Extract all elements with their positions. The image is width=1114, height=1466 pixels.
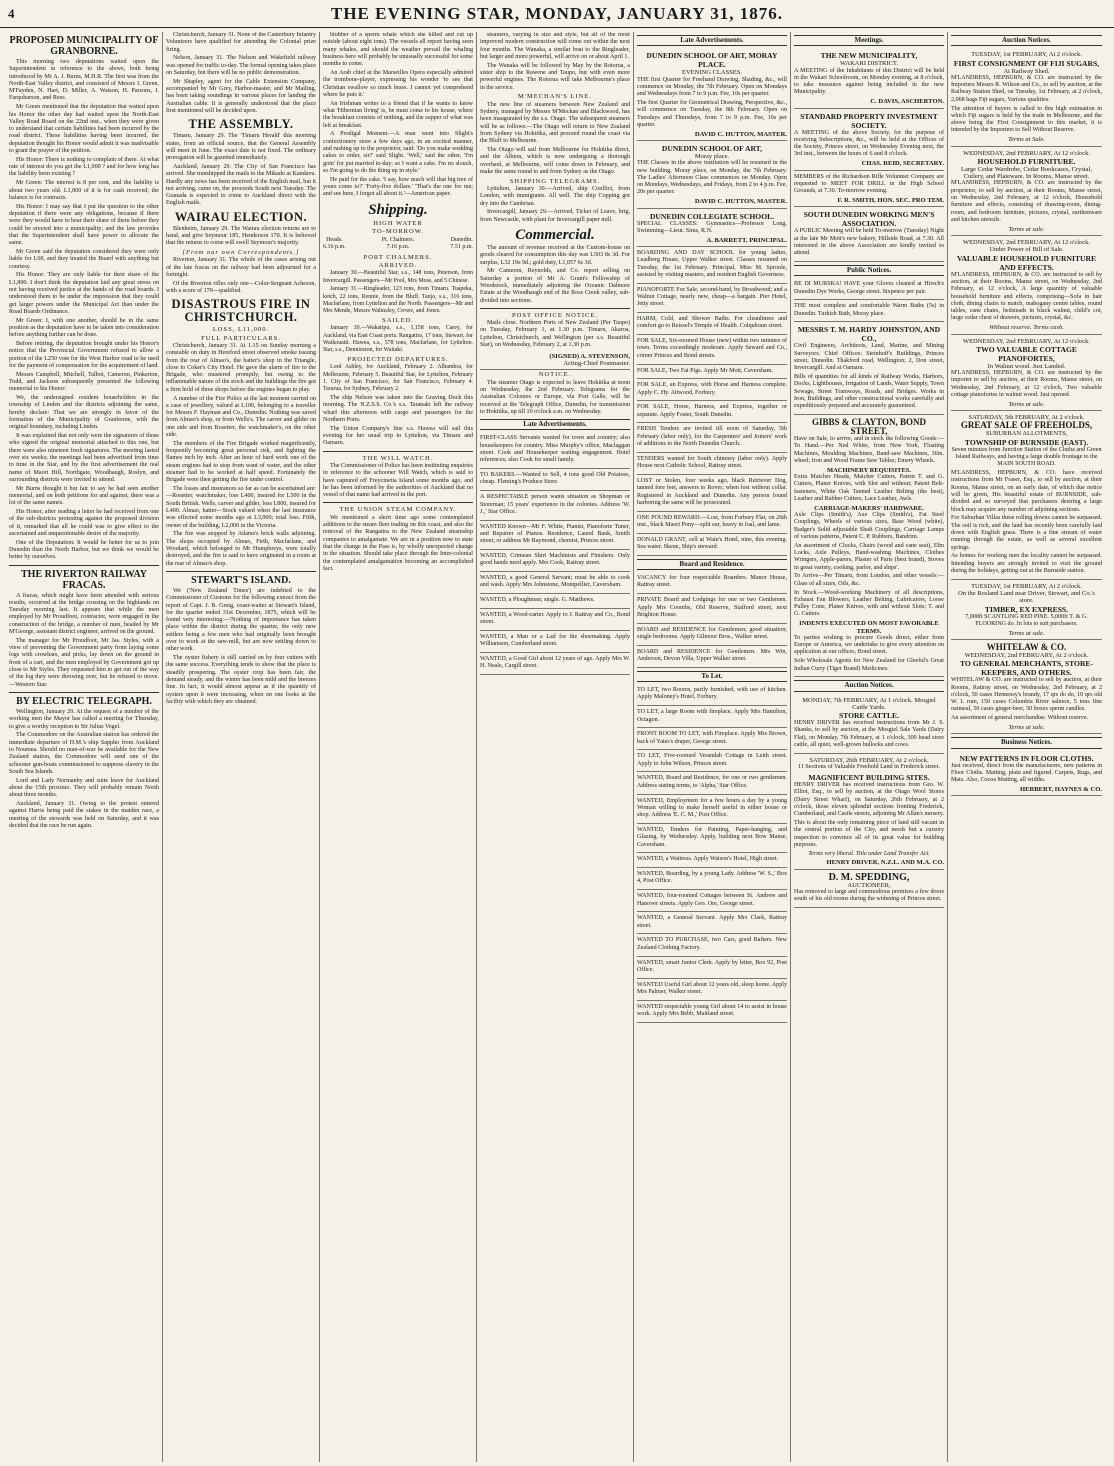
sailed-heading: SAILED. (382, 317, 414, 325)
classified-ad: BOARDING AND DAY SCHOOL for young ladies, Leadberg House, Upper Walker street. Classes resumed on Tuesday, the 1st February. Principal, Miss M. Sproule, assisted by visiting masters, and resident English Governess. (637, 248, 787, 284)
classified-ad: BE DI MURSKA! HAVE your Gloves cleaned at Hirsch's Dunedin Dye Works, George street. Sixpence per pair. (794, 279, 944, 300)
fire-particulars: FULL PARTICULARS. (201, 334, 281, 342)
section-shipping: Shipping. (368, 201, 428, 218)
paragraph: Mr Green: I, with one another, should be in the same position as the deputation have to be taken into consideration before anything further can be done. (9, 317, 159, 339)
divider (9, 692, 159, 693)
ad-household-furniture: WEDNESDAY, 2nd FEBRUARY, At 12 o'clock. HOUSEHOLD FURNITURE. Large Cedar Wardrobe, Cedar Bookcases, Crystal, Cutlery, and Plateware. In Rooms, Manse street. M'LANDRESS, HEPBURN, & CO. are instructed by the proprietor, to sell by auction, at their Rooms, Manse street, on Wednesday, 2nd February, at 12 o'clock, Household furniture and effects, consisting of drawing-room, dining-room, and bedroom furniture, pictures, crystal, earthenware and kitchen utensils. Terms at sale. (951, 148, 1102, 236)
paragraph: The manager for Mr Proudfoot, Mr Jas. Styles, with a view of preventing the Government party from laying some logs with crowbars, and picks, lay down on the ground in front of a cart, and the men employed by Government got up close to Mr Styles. They requested him to get out of the way of the log they were throwing over, but he refused to move.—Western Star. (9, 637, 159, 688)
headline-riverton: THE RIVERTON RAILWAY FRACAS. (21, 568, 147, 591)
signature-block: (SIGNED) A. STEVENSON, Acting-Chief Postmaster. (480, 351, 630, 371)
classified-ad: FIRST-CLASS Servants wanted for town and country; also housekeepers for country. Miss Murphy's office, Maclaggan street. Cook and Housekeeper waiting engagement. Hotel references; also Cook for small family. (480, 433, 630, 469)
paragraph: One of the Deputation: It would be better for us to join Dunedin than the North Harbor, but we think we would be better by ourselves. (9, 539, 159, 561)
paragraph: Mr Green mentioned that the deputation that waited upon his Honor the other day had waited upon the North-East Valley Road Board on the 22nd inst., when they were given to understand that certain liabilities had been incurred by the road district. These liabilities having been incurred, the deputation thought his Honor would admit it was inadvisable to grant the prayer of the petition. (9, 104, 159, 155)
headline-union-steam: THE UNION STEAM COMPANY. (339, 506, 457, 514)
divider (323, 502, 473, 503)
classified-ad: FOR SALE, Six-roomed House (new) within two minutes of town. Terms exceedingly moderate. Apply Seward and Co., corner Princes and Bond streets. (637, 336, 787, 364)
classified-ad: WANTED, Boarding, by a young Lady. Address 'W. S.,' Box 4, Post Office. (637, 869, 787, 890)
classified-ad: THE most complete and comfortable Warm Baths (5s) in Dunedin. Turkish Bath, Moray place. (794, 301, 944, 322)
classified-ad: BOARD and RESIDENCE for Gentlemen; good situation; single bedrooms. Apply Gilmour Bros., Walker street. (637, 625, 787, 646)
classified-ad: HARM, Cold, and Shower Baths. For cleanliness and comfort go to Reissel's Temple of Health. Colquhoun street. (637, 314, 787, 335)
headline-will-watch: THE WILL WATCH. (362, 454, 434, 462)
classified-ad: FRONT ROOM TO LET, with Fireplace. Apply Mrs Brown, back of Yates's draper, George street. (637, 729, 787, 750)
paragraph: Auckland, January 31. Owing to the protest entered against Harris being paid the stakes in the maiden race, a meeting of the stewards was held on Saturday, and it was decided that the race be run again. (9, 801, 159, 829)
classified-ad: WANTED Known—Mr F. White, Pianist, Pianoforte Tuner, and Repairer of Pianos. Residence, Laurel Bank, Smith street; or address Mr Raymond, chemist, Princes street. (480, 522, 630, 550)
paragraph: Auckland, January 29. The City of San Francisco has arrived. She transhipped the mails to the Mikado at Kandavu. Hardly any news has been received of the English mail, but it not arriving, came on, the proceeds South next Tuesday. The Granada is expected to come to Auckland direct with the English mails. (166, 163, 316, 207)
paragraph: The new line of steamers between New Zealand and Sydney, managed by Messrs M'Meckan and Blackwood, has been inaugurated by the s.s. Otago. The subsequent steamers will be as follows:—The Otago will return to New Zealand from Sydney via Hokitika, and proceed round the coast via the Bluff to Melbourne. (480, 101, 630, 145)
section-auction-notices: Auction Notices. (794, 680, 944, 691)
classified-ad: WANTED, Board and Residence, for one or two gentlemen. Address stating terms, to 'Alpha,' Star Office. (637, 773, 787, 794)
divider (166, 571, 316, 572)
headline-mmeckan: M'MECHAN'S LINE. (518, 93, 592, 101)
classified-ad: TO BAKERS.—Wanted to Sell, 4 tons good Old Potatoes, cheap. Fleming's Produce Store. (480, 470, 630, 491)
classified-ad: WANTED, a good General Servant; must be able to cook and wash. Apply Mrs Johnstone, Montpellier, Caversham. (480, 573, 630, 594)
paragraph: Timaru, January 29. The 'Timaru Herald' this morning states, from an official source, that the General Assembly will meet in June. The exact date is not fixed. The ordinary prorogation will be gazetted immediately. (166, 133, 316, 162)
page-columns (6, 32, 1108, 1462)
correspondent-note: [From our own Correspondents.] (182, 249, 300, 257)
paragraph: Riverton, January 31. The whole of the cases arising out of the late fracas on the railway had been adjourned for a fortnight. (166, 257, 316, 279)
shipping-entry: Lord Ashley, for Auckland, February 2. Alhambra, for Melbourne, February 5. Beautiful Star, for Lyttelton, February 1. City of San Francisco, for San Francisco, February 4. Tararua, for Sydney, February 2. (323, 364, 473, 393)
ad-wakari-meeting: THE NEW MUNICIPALITY, WAKARI DISTRICT. A MEETING of the Inhabitants of this District will be held in the Wakari Schoolroom, on Monday evening, at 8 o'clock, to take measures against being included in the new Municipality. C. DAVIS, ASCHERTON. (794, 49, 944, 108)
paragraph: Mr Green said the deputation considered they were only liable for L60, and they treated the Board with anything but courtesy. (9, 248, 159, 270)
section-late-ads: Late Advertisements. (637, 35, 787, 46)
section-auction-notices: Auction Notices. (951, 35, 1102, 46)
paragraph: A fracas, which might have been attended with serious results, occurred at the bridge crossing on the highlands on Tuesday morning last. It appears that while the men employed by Mr Proudfoot, contractor, were engaged in the construction of the bridge, a number of men, headed by Mr M'George, assistant district engineer, arrived on the ground. (9, 592, 159, 636)
section-to-let: To Let. (637, 671, 787, 682)
classified-ad: WANTED respectable young Girl about 14 to assist in house work. Apply Mrs Bebb, Maitland street. (637, 1002, 787, 1023)
paragraph: Of the Riverton rifles only one—Color-Sergeant Acheson, with a score of 170—qualified. (166, 280, 316, 295)
column-5 (634, 32, 791, 1462)
ad-store-cattle: MONDAY, 7th FEBRUARY, At 1 o'clock. Mosgiel Cattle Yards. STORE CATTLE. HENRY DRIVER has received instructions from Mr J. S. Shanks, to sell by auction, at the Mosgiel Sale Yards (Dairy Flat), on Monday, 7th February, at 1 o'clock, 300 head store cattle, all quiet, well-grown bullocks and cows. (794, 695, 944, 754)
ad-gibbs-clayton: GIBBS & CLAYTON, BOND STREET, Have on Sale, to arrive, and in stock the following Goods:— To Hand.—Per Ned White, from New York, Floating Machines, Moulding Machines, Band-saw Machines, 36in. wheel; Iron and Wood Frame Saw Tables; Emery Wheels. MACHINERY REQUISITES. Extra Matcher Heads, Matcher Cutters, Patent T. and G. Cutters, Planer Knives, with Slot and without; Patent Belt-fasteners, White Oak Tanned Leather Belting (the best), Leather and Rubber Cutters, Lace Leather, Awls. CARRIAGE-MAKERS' HARDWARE. Axle Clips (Smith's), Axe Clips (Smith's), Fat Steel Couplings, Wheels of various sizes, Base Wood (white), Badger's Solid adjustable Shaft Couplings, Carriage Lamps of various patterns, Patent C. P. Rubbers, Bandrim. An assortment of Clocks, Chairs (wood and cane seat), Elm Locks, Axle Pulleys, Hand-washing Machines, Clothes Wringers, Apple-parers, Plaster of Paris (best brand), Stoves in great variety, cooking, parlor, and ships'. To Arrive—Per Timaru, from London, and other vessels:— Glass of all sizes, Oils, &c. In Stock.—Wood-working Machinery of all descriptions, Exhaust Fan Blowers, Leather Belting, Lubricators, Loose Pulley Cone, Planer Knives, with and without Slots; T. and G. Cutters. INDENTS EXECUTED ON MOST FAVORABLE TERMS. To parties wishing to procure Goods direct, either from Europe or America, we undertake to give every attention on application at our offices, Bond street. Sole Wholesale Agents for New Zealand for Gleeful's Great Indian Curry (Tiger Brand) Medicines. (794, 416, 944, 677)
paragraph: Blenheim, January 29. The Wairau election returns are to hand, and give Seymour 185, Henderson 170. It is believed that the returns to come will swell Seymour's majority. (166, 225, 316, 247)
shipping-entry: January 30.—Beautiful Star, s.s., 148 tons, Peterson, from Invercargill. Passengers—Mr Pool, Mrs Moss, and 5 Chinese. (323, 270, 473, 284)
classified-ad: FOR SALE, Horse, Harness, and Express, together or separate. Apply Foster, South Dunedin. (637, 402, 787, 423)
ad-timber: TUESDAY, 1st FEBRUARY, At 2 o'clock. On the Rosland Land near Driver, Stewart, and Co.'s store. TIMBER, EX EXPRESS. 7,000ft SCANTLING RED PINE. 5,000ft T. & G. FLOORING do. In lots to suit purchasers. Terms at sale. (951, 581, 1102, 640)
headline-fire: DISASTROUS FIRE IN CHRISTCHURCH. (171, 297, 311, 325)
section-business-notices: Business Notices. (951, 737, 1102, 748)
classified-ad: VACANCY for four respectable Boarders. Manor House, Rattray street. (637, 573, 787, 594)
ad-valuable-furniture: WEDNESDAY, 2nd FEBRUARY, At 12 o'clock. Under Power of Bill of Sale. VALUABLE HOUSEHOLD FURNITURE AND EFFECTS. M'LANDRESS, HEPBURN, & CO. are instructed to sell by auction, at their Rooms, Manse street, on Wednesday, 2nd February, at 12 o'clock, A large quantity of valuable household furniture and effects, comprising—Sofa in hair cloth, dining chairs to match, mahogany centre tables, round tables, cane chairs, bedsteads in black walnut, child's cot, large cedar chest of drawers, pictures, crystal, &c. Without reserve. Terms cash. (951, 237, 1102, 334)
paragraph: Christchurch, January 31. None of the Canterbury Infantry Volunteers have qualified for attending the Colonial prize firing. (166, 32, 316, 53)
paragraph: Before retiring, the deputation brought under his Honor's notice that the Provincial Government refused to allow a portion of the L250 vote for the West Harbor road to be used for the payment of compensation for the acquirement of land. (9, 340, 159, 369)
classified-ad: WANTED, Tenders for Painting, Paper-hanging, and Glazing, by Wednesday. Apply, building next Bow Manse, Caversham. (637, 825, 787, 853)
paragraph: A Prodigal Moment.—A man went into Slight's confectionery store a few days ago, in an excited manner, and rushing up to the proprietor, said: 'Do you make wedding cakes to order, sir?' said Slight. 'Well,' said the other, 'I'm goin' for put married to-day; so I want a cake. I'm no slouch, so I'm going to do the thing up in style.' (323, 131, 473, 174)
divider (480, 308, 630, 309)
column-3 (320, 32, 477, 1462)
section-late-ads: Late Advertisements. (480, 419, 630, 430)
paragraph: We ('New Zealand Times') are indebted to the Commissioner of Customs for the following extract from the report of Capt. J. B. Greig, coast-waiter at Stewart's Island, for the quarter ended 31st December, 1875, which will be found very interesting:—'Nothing of importance has taken place within the district during the quarter, the only new settlers being a few men who had originally been brought over to work at the saw-mill, but are now settling down to other work. (166, 587, 316, 653)
section-board-residence: Board and Residence. (637, 559, 787, 570)
paragraph: Messrs Campbell, Mitchell, Talbot, Cameron, Pinkerton, Todd, and Jackson subsequently presented the following memorial to his Honor: (9, 371, 159, 393)
paragraph: We, the undersigned resident householders in the township of Linden and the districts adjoining the same, hereby declare: That we are strongly in favor of the formation of the Municipality of Granborne, with the original boundary, including Linden. (9, 395, 159, 431)
paragraph: An Irishman writes to a friend that if he wants to know what 'Hibernian living' is, he must come to his house, where the breakfast consists of nothing, and the supper of what was left at breakfast. (323, 100, 473, 129)
paragraph: The Wanaka will be followed by May by the Rotorua, a sister ship to the Rawene and Taupo, but with even more powerful engines. The Rotorua will take Melbourne's place in the service. (480, 62, 630, 91)
paragraph: Nelson, January 31. The Nelson and Wakefield railway was opened for traffic to-day. The formal opening takes place on Saturday, but there will be no public demonstration. (166, 55, 316, 76)
column-6 (791, 32, 948, 1462)
classified-ad: WANTED TO PURCHASE, two Cars, good Rafters. New Zealand Clothing Factory. (637, 935, 787, 956)
headline-assembly: THE ASSEMBLY. (188, 117, 294, 132)
paragraph: The losses and insurances so far as can be ascertained are:—Rosetter, watchmaker, loss L400, insured for L500 in the South British. Wells, carver and gilder, loss L800, insured for L400. Almao, hatter—Stock valued when the last insurance was effected some months ago at L3,000; total loss. Fifth, owner of the building, L2,000 in the Victoria. (166, 486, 316, 529)
classified-ad: WANTED Useful Girl about 12 years old, sleep home. Apply Mrs Palmer, Walker street. (637, 980, 787, 1001)
classified-ad: FOR SALE, an Express, with Horse and Harness complete. Apply C. Hy. Attwood, Forbury. (637, 380, 787, 401)
headline-post-office: POST OFFICE NOTICE. (512, 311, 598, 319)
classified-ad: TO LET, Five-roomed Verandah Cottage in Leith street. Apply to John Wilson, Princes street. (637, 751, 787, 772)
newspaper-title: THE EVENING STAR, MONDAY, JANUARY 31, 1876. (330, 4, 784, 23)
column-2 (163, 32, 320, 1462)
paragraph: We mentioned a short time ago some contemplated additions to the steam fleet trading on this coast, and also the removal of the Rangatira to the New Zealand steamship companies to amalgamate. We are in a position now to state that the change in the Pass is, by wholly unexpected change in the situation. Should take place through the Inter-colonial the contemplated amalgamation becoming an accomplished fact. (323, 514, 473, 572)
paragraph: The Otago will sail from Melbourne for Hokitika direct, and the Albion, which is now undergoing a thorough overhaul, at Melbourne, will come down in February, and make the same round to and from Sydney as the Otago. (480, 146, 630, 175)
paragraph: An Arab chief at the Marseilles Opera especially admired the trombone-player, expressing his wonder 'to see that Christian swallow so much brass. I cannot yet comprehend where he puts it.' (323, 69, 473, 98)
paragraph: steamers, varying in size and style, but all of the most improved modern construction will come out within the next four months. The Wanaka, a similar boat to the Ringleader, but larger and more powerful, will arrive on or about April 1. (480, 32, 630, 60)
paragraph: The Union Company's fine s.s. Hawea will sail this evening for her usual trip to Lyttelton, via Timaru and Oamaru. (323, 425, 473, 447)
paragraph: His Honor, after reading a letter he had received from one of the sub-districts protesting against the proposed division of it, remarked that all he could was to give effect to the ascertained and unquestionable desire of the majority. (9, 509, 159, 537)
paragraph: Wellington, January 29. At the request of a number of the working men the Mayor has called a meeting for Thursday, to give a worthy reception to Sir Julius Vogel. (9, 708, 159, 730)
high-water-heading: HIGH WATER (373, 219, 423, 227)
ad-floor-cloths: NEW PATTERNS IN FLOOR CLOTHS. Just received, direct from the manufacturers, new patterns in Floor Cloths. Matting, plain and figured. Carpets, Rugs, and Mats. Also, Cocoa Matting, all widths. HERBERT, HAYNES & CO. (951, 752, 1102, 797)
paragraph: Mr Green: The interest is 8 per cent, and the liability is about two years old. L1,800 of it is for cash received; the balance is for contracts. (9, 180, 159, 201)
paragraph: His Honor: There is nothing to complain of there. At what rate of interest do you get the L1,000 ? and for how long has the liability been existing ? (9, 156, 159, 178)
ad-hardy-johnston: MESSRS T. M. HARDY JOHNSTON, AND CO., Civil Engineers, Architects, Land, Marine, and Mining Surveyors. Chief Offices: Steinhoff's Buildings, Princes street, Dunedin. Thakford road, Wellington; 2, Don street, Invercargill. And at Oamaru. Bills of quantities for all kinds of Railway Works, Harbors, Docks, Lighthouses, Irrigation of Lands, Water Supply, Town Sewage, Street Tramways, Roads, and Bridges. Works in Iron, Buildings, and other constructional works carefully and expeditiously prepared and accurately guaranteed. (794, 323, 944, 415)
tide-cell: Heads. 6.16 p.m. (323, 237, 346, 251)
shipping-entry: January 31.—Ringleader, 123 tons, from Timaru. Tuapeka, ketch, 22 tons, Rennie, from the Bluff. Tanjo, s.s., 316 tons, Macfarlane, from Lyttelton and the North. Passengers—Mr and Mrs Mende, Messrs Walmsley, Crowe, and Jones. (323, 286, 473, 315)
paragraph: The oyster fishery is still carried on by four cutters with the same success. Everything tends to show that the place is steadily prospering. The oyster crop has been fair, the demand steady, and the winter has been mild and the breezes fine. In fact, it would almost appear as if the quantity of oysters upon it were increasing, when on one looks at the facility with which they are obtained. (166, 655, 316, 705)
paragraph: Mr Shapley, agent for the Cable Extension Company, accompanied by Mr Grey, Harbor-master, and Mr Mailing, has been taking soundings in various places for landing the Australian cable. It is generally understood that the place first mentioned will be decided upon. (166, 78, 316, 114)
tide-cell: Pt. Chalmers. 7.16 p.m. (381, 237, 415, 251)
classified-ad: TENDERS wanted for South chimney (labor only). Apply House next Catholic School, Rattray street. (637, 454, 787, 475)
classified-ad: WANTED, Employment for a few hours a day by a young Woman willing to make herself useful in either house or shop. Address 'E. C. M.,' Post Office. (637, 796, 787, 824)
departures-heading: PROJECTED DEPARTURES. (347, 356, 449, 364)
headline-stewart-island: STEWART'S ISLAND. (191, 574, 291, 586)
section-public-notices: Public Notices. (794, 265, 944, 276)
arrived-heading: ARRIVED. (378, 262, 418, 270)
column-4 (477, 32, 634, 1462)
classified-ad: WANTED, four-roomed Cottages between St. Andrew and Hanover streets. Apply Geo. Ore, George street. (637, 891, 787, 912)
section-commercial: Commercial. (515, 226, 595, 243)
paragraph: His Honor: I may say that I put the question to the other deputation if there were any obligations, because if there were they would have to bear their share of them before they could be erected into a municipality; and the law provides that the Superintendent shall have power to allocate the same. (9, 203, 159, 247)
headline-wairau: WAIRAU ELECTION. (174, 209, 308, 224)
column-7 (948, 32, 1105, 1462)
classified-ad: WANTED, a Ploughman; single. G. Matthews. (480, 595, 630, 609)
headline-municipality: PROPOSED MUNICIPALITY OF GRANBORNE. (9, 35, 159, 57)
paragraph: Invercargill, January 29.—Arrived, Ticket of Leave, brig, from Newcastle, with plant for Invercargill paper mill. (480, 209, 630, 223)
paragraph: The Commissioner of Police has been instituting enquiries in reference to the schooner Will Watch, which is said to have captured off Freycinetia Island some months ago, and he has been informed by the authorities of Auckland that no vessel of that name had arrived in the port. (323, 462, 473, 499)
paragraph: Lyttelton, January 30.—Arrived, ship Conflict, from London, with immigrants. All well. The ship Copping got dry into the Cambrian. (480, 185, 630, 207)
paragraph: The Commodore on the Australian station has ordered the immediate departure of H.M.'s ship Sappho from Auckland to Noumea. Should no man-of-war be available for the New Zealand station, the Commodore will send one of the schooner gun-boats commissioned to suppress slavery in the South Sea Islands. (9, 732, 159, 775)
section-meetings: Meetings. (794, 35, 944, 46)
classified-ad: FRESH Tenders are invited till noon of Saturday, 5th February (labor only), for the Carpenters' and Joiners' work of additions to the North Dunedin Church. (637, 424, 787, 452)
ad-working-mens-association: SOUTH DUNEDIN WORKING MEN'S ASSOCIATION. A PUBLIC Meeting will be held To-morrow (Tuesday) Night at the late Mr Mott's new bakery, Hillside Road, at 7.30. All interested in the above Association are kindly invited to attend. (794, 208, 944, 262)
paragraph: This morning two deputations waited upon the Superintendent in reference to the above, both being introduced by Mr A. J. Burns, M.H.R. The first was from the North-East Valley district, and consisted of Messrs I. Green, M'Fayden, N. Hart, D. Miller, A. Watson, H. Parsons, J. Farquharson, and Rees. (9, 59, 159, 102)
classified-ad: A RESPECTABLE person wants situation as Shopman or Storeman; 15 years' experience in the colonies. Address 'W. J.,' Star Office. (480, 492, 630, 520)
divider (9, 565, 159, 566)
ad-rifle-volunteers: MEMBERS of the Richardson Rifle Volunteer Company are requested to MEET FOR DRILL in the High School Grounds, at 7.30. To-morrow evening. F. R. SMITH, HON. SEC. PRO TEM. (794, 172, 944, 208)
classified-ad: ONE POUND REWARD.—Lost, from Forbury Flat, on 26th inst., black Maori Pony—split ear, heavy in foal, and lame. (637, 513, 787, 534)
port-heading: PORT CHALMERS. (363, 253, 433, 261)
classified-ad: WANTED, smart Junior Clerk. Apply by letter, Box 92, Post Office. (637, 958, 787, 979)
paragraph: Mr Burns thought it but fair to say he had seen another memorial, and on both petitions for and against, there was a lot of the same names. (9, 485, 159, 507)
ad-pianofortes: WEDNESDAY, 2nd FEBRUARY, At 12 o'clock. TWO VALUABLE COTTAGE PIANOFORTES, In Walnut wood. Just Landed. M'LANDRESS, HEPBURN, & CO. are instructed by the importer to sell by auction, at their Rooms, Manse street, on Wednesday, 2nd February, at 12 o'clock, Two valuable cottage pianofortes in walnut wood. Just opened. Terms at sale. (951, 336, 1102, 412)
ad-fiji-sugars: TUESDAY, 1st FEBRUARY, At 2 o'clock. FIRST CONSIGNMENT OF FIJI SUGARS, At Railway Shed. M'LANDRESS, HEPBURN, & CO. are instructed by the Importers Messrs R. Wilson and Co., to sell by auction, at the Railway Station Shed, on Tuesday, 1st February, at 2 o'clock, 2,068 bags Fiji sugars, Various qualities. The attention of buyers is called to this high estimation in which Fiji sugars is held by the trade in Melbourne, and the above being the First Consignment to this market, it is intended by the Importers to Sell Without Reserve. Terms at Sale. (951, 49, 1102, 146)
page-number: 4 (8, 6, 15, 21)
paragraph: The amount of revenue received at the Custom-house on goods cleared for consumption this day was L503 8s 3d. For surplus, L32 19s 9d.; gold duty, L1,057 6s 3d. (480, 244, 630, 266)
headline-notice: NOTICE. (538, 371, 572, 379)
classified-ad: WANTED, a General Servant. Apply Mrs Clark, Rattray street. (637, 913, 787, 934)
headline-telegraph: BY ELECTRIC TELEGRAPH. (16, 695, 152, 707)
classified-ad: PRIVATE Board and Lodgings for one or two Gentlemen. Apply Mrs Coombs, Old Reserve, Stafford street, next Brighton House. (637, 595, 787, 623)
paragraph: Lord and Lady Normanby and suite leave for Auckland about the 15th proximo. They will probably remain North about three months. (9, 777, 159, 799)
paragraph: The steamer Otago is expected to leave Hokitika at noon on Wednesday, the 2nd February. Telegrams for the Australian Colonies or Europe, via Port Galle, will be received at the Telegraph Office, Dunedin, for transmission to Hokitika, up till 10 o'clock a.m. on Wednesday. (480, 379, 630, 415)
column-1 (6, 32, 163, 1462)
paragraph: Christchurch, January 31. At 1.15 on Sunday morning a constable on duty in Hereford street observed smoke issuing from the rear of Almao's, the hatter's shop in the Triangle, close to Coker's City Hotel. He gave the alarm of fire to the Brigade, who mustered promptly, but owing to the inflammable nature of the stock and the buildings the fire got a firm hold of three shops before the engines began to play. (166, 343, 316, 393)
paragraph: He paid for the cake. 'I say, how much will that big tree of yours come to?' 'Forty-five dollars.' 'That's the one for me; and see here, I forgot all about it.'—American paper. (323, 176, 473, 198)
classified-ad: WANTED, Crimean Shirt Machinists and Finishers. Only good hands need apply. Mrs Cook, Rattray street. (480, 551, 630, 572)
paragraph: blubber of a sperm whale which she killed and cut up outside (about eight tons). The vessels all report having seen many whales, and should the weather prevail the whaling business here will probably be unusually successful for some months to come. (323, 32, 473, 68)
classified-ad: LOST or Stolen, four weeks ago, black Retriever Dog, tanned fore feet, answers to Rover; when lost without collar. Registered in Auckland and Dunedin. Any person found harboring the same will be prosecuted. (637, 476, 787, 512)
tide-table (323, 237, 473, 252)
masthead (0, 0, 1114, 28)
shipping-entry: January 30.—Wakatipu, s.s., 1,158 tons, Carey, for Auckland, via East Coast ports. Rangatira, 17 tons, Stewart, for Waikouaiti. Hawea, s.s., 578 tons, Macfarlane, for Lyttelton. Star, s.s., Dennieston, for Waitaki. (323, 325, 473, 354)
classified-ad: DONALD GRANT, cell at Wain's Hotel, nine, this evening. Sea water. Skene, Ship's steward. (637, 535, 787, 556)
ad-spedding: D. M. SPEDDING, AUCTIONEER, Has removed to large and commodious premises a few doors south of his old rooms during the widening of Princes street. (794, 871, 944, 908)
paragraph: It was explained that not only were the signatures of those who signed the original memorial attached to this one, but there were also nineteen fresh signatures. The meeting lasted over six weeks; the meetings had been advertised from time to time in the Star, and by the first advertisement the real name of Maori Hill, Northgate, Woodhaugh, Roslyn, and surrounding districts were invited to attend. (9, 433, 159, 483)
ad-collegiate-school: DUNEDIN COLLEGIATE SCHOOL. SPECIAL CLASSES: Gymnastics—Professor Long. Swimming—Lieut. Sims, R.N. A. BARRETT, PRINCIPAL. (637, 210, 787, 247)
classified-ad: TO LET, a large Room with fireplace. Apply Mrs Hamilton, Octagon. (637, 707, 787, 728)
classified-ad: PIANOFORTE For Sale, second-hand, by Broadwood; and a Walnut Cottage, nearly new, cheap—a bargain. Pier Hotel, Jetty street. (637, 285, 787, 313)
classified-ad: FOR SALE, Two Fat Pigs. Apply Mr Mott, Caversham. (637, 366, 787, 380)
ad-freeholds: SATURDAY, 5th FEBRUARY, At 2 o'clock. GREAT SALE OF FREEHOLDS, SUBURBAN ALLOTMENTS, TOWNSHIP OF BURNSIDE (EAST). Seven minutes from Junction Station of the Clutha and Green Island Railways, and having a large double frontage to the MAIN SOUTH ROAD. M'LANDRESS, HEPBURN, & CO. have received instructions from Mr Fraser, Esq., to sell by auction, at their Rooms, Manse street, on an early date, of which due notice will be given, His beautiful estate of BURNSIDE, sub-divided and so surveyed that purchasers desiring a large block may acquire any number of adjoining sections. For Suburban Villas these rolling downs cannot be surpassed. The soil is rich, and the land has recently been carefully laid down with English grass. There is a fine stream of water running through the estate, as well as several excellent springs. As homes for working men the locality cannot be surpassed. Intending buyers are strongly invited to visit the ground during the holidays, getting out at the Burnside station. (951, 412, 1102, 580)
classified-ad: WANTED, a Good Girl about 12 years of age. Apply Mrs W. H. Neale, Cargill street. (480, 654, 630, 675)
classified-ad: WANTED, a Man or a Lad for the shoemaking. Apply Williamson, Cumberland street. (480, 632, 630, 653)
ad-building-sites: SATURDAY, 26th FEBRUARY, At 2 o'clock. 11 Sections of Valuable Freehold Land in Frederick street. MAGNIFICENT BUILDING SITES. HENRY DRIVER has received instructions from Geo. W. Elliot, Esq., to sell by auction, at the Otago Wool Stores (Dairy Street Wharf), on Saturday, 26th February, at 2 o'clock, those eleven splendid sections fronting Frederick, Cumberland, and Castle streets, adjoining Mr Allan's nursery. This is about the only remaining piece of land still vacant in the central portion of the City, and needs but a cursory inspection to convince all of its great value for building purposes. Terms very liberal. Title under Land Transfer Act. HENRY DRIVER, N.Z.L. AND M.A. CO. (794, 755, 944, 870)
paragraph: His Honor: They are only liable for their share of the L1,800. I don't think the deputation laid any great stress on not having received justice at the hands of the road boards. I understood them to be under the impression that they could get larger powers under the Municipal Act than under the Road Boards Ordinance. (9, 272, 159, 315)
classified-ad: BOARD and RESIDENCE for Gentlemen. Mrs Win, Anderson, Devon Villa, Upper Walker street. (637, 647, 787, 668)
paragraph: The members of the Fire Brigade worked magnificently, frequently becoming great personal risk, and fighting the flames inch by inch. After an hour of hard work one of the steam engines had to stop from want of water, and the other steamer had to be worked at half speed. Fortunately the Brigade were then getting the fire under control. (166, 440, 316, 484)
tide-cell: Dunedin. 7.51 p.m. (450, 237, 473, 251)
paragraph: Mr Cameron, Reynolds, and Co. report selling on Saturday a portion of Mr A. Grant's Fellowship of Woodstock, immediately adjoining the Oceanic Dalmore Estate at the Woodhaugh end of the Ross Creek valley, sub-divided into sections. (480, 268, 630, 304)
paragraph: The fire was stopped by Adams's brick walls adjoining. The shops occupied by Almao, Firth, Macfarlane, and Woodard, which belonged to Mr Humphreys, were totally destroyed, and the fire is said to have originated in a room at the rear of Almao's shop. (166, 531, 316, 567)
ad-whitelaw: WHITELAW & CO. WEDNESDAY, 2nd FEBRUARY, At 2 o'clock. TO GENERAL MERCHANTS, STORE-KEEPERS, AND OTHERS. WHITELAW & CO. are instructed to sell by auction, at their Rooms, Rattray street, on Wednesday, 2nd February, at 2 o'clock, 50 cases Hennessy's brandy, 17 qrs do do, 10 qrs old W. I. rum, 150 cases Columbia River salmon, 5 tons fine oatmeal, 50 cases ginger-beer, 50 boxes sperm candles. An assortment of general merchandise. Without reserve. Terms at sale. (951, 641, 1102, 734)
classified-ad: TO LET, two Rooms, partly furnished, with use of kitchen. Apply Maloney's Hotel, Forbury. (637, 685, 787, 706)
classified-ad: WANTED, a Waitress. Apply Watson's Hotel, High street. (637, 854, 787, 868)
high-water-sub: TO-MORROW. (372, 227, 424, 235)
classified-ad: WANTED, a Wood-carter. Apply to J. Rattray and Co., Bond street. (480, 610, 630, 631)
fire-loss: LOSS, L11,000. (212, 326, 270, 334)
ad-school-of-art: DUNEDIN SCHOOL OF ART, MORAY PLACE. EVENING CLASSES. THE first Quarter for Freehand Drawing, Shading, &c., will commence on Monday, the 7th February. Open on Mondays and Wednesdays from 7 to 9 p.m. Fee, 10s per quarter. The first Quarter for Geometrical Drawing, Perspective, &c., will commence on Tuesday, the 8th February. Open on Tuesdays and Thursdays, from 7 to 9 p.m. Fee, 10s per quarter. DAVID C. HUTTON, MASTER. (637, 49, 787, 141)
paragraph: A number of the Fire Police at the last moment carried on a case of jewellery, valued at L100, belonging to a traveller for Messrs F. Hayman and Co., Dunedin. Nothing was saved from Almao's shop, or from Wells's. The carver and gilder on one side and from Rosetter, the watchmaker's, on the other side. (166, 395, 316, 439)
paragraph: The ship Nelson was taken into the Graving Dock this morning. The N.Z.S.S. Co.'s s.s. Taranaki left the railway wharf this afternoon with cargo and passengers for the Northern Ports. (323, 395, 473, 423)
divider (323, 451, 473, 452)
headline-shipping-telegrams: SHIPPING TELEGRAMS. (509, 177, 601, 185)
ad-standard-property: STANDARD PROPERTY INVESTMENT SOCIETY. A MEETING of the above Society, for the purpose of receiving Subscriptions, &c., will be held at the Offices of the Society, Princes street, on Wednesday Evening next, the 3rd inst., between the hours of 6 and 8 o'clock. CHAS. REID, SECRETARY. (794, 110, 944, 171)
paragraph: Mails close. Northern Ports of New Zealand (Per Taupo) on Tuesday, February 1, at 1.30 p.m. Timaru, Akaroa, Lyttelton, Christchurch, and Wellington (per s.s. Beautiful Star), on Wednesday, February 2, at 1.30 p.m. (480, 320, 630, 348)
ad-school-of-art-2: DUNEDIN SCHOOL OF ART, Moray place. THE Classes in the above institution will be resumed in the new building, Moray place, on Monday, the 7th February. The Ladies' Afternoon Class commences on Monday. Open on Mondays, Wednesdays, and Fridays, from 2 to 4 p.m. Fee, 20s per quarter. DAVID C. HUTTON, MASTER. (637, 142, 787, 209)
